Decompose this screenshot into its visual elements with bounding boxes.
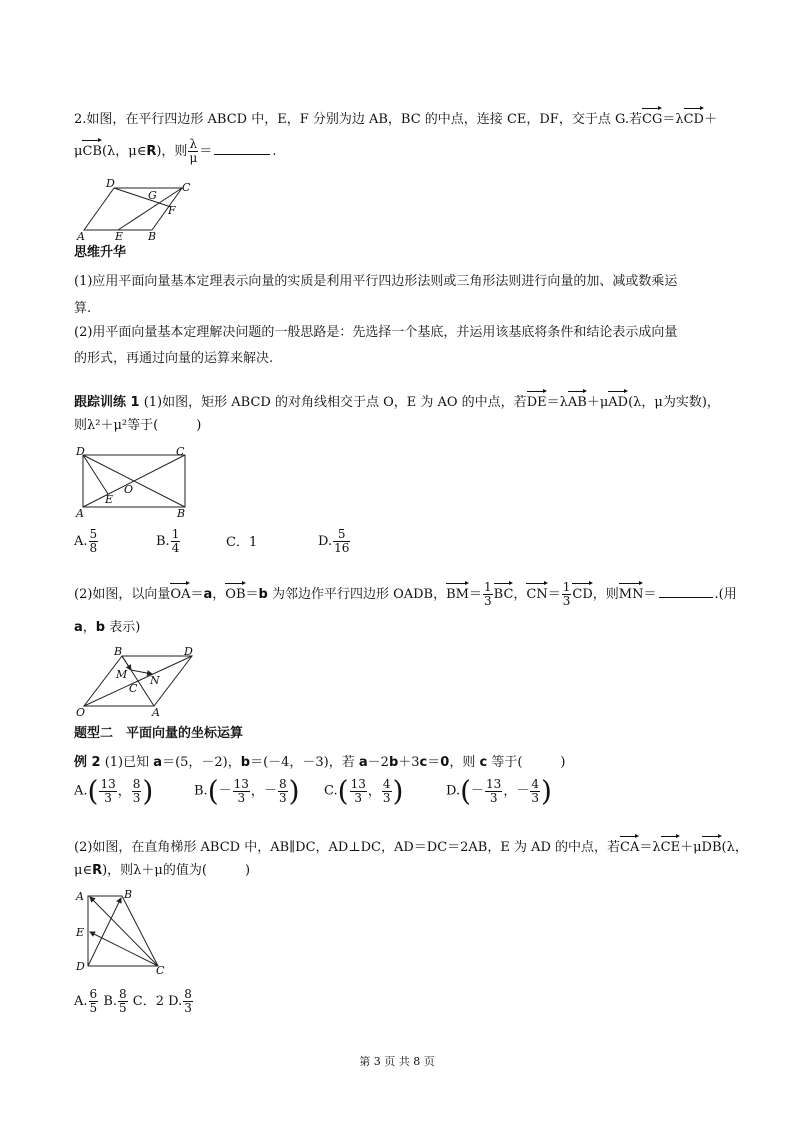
label-e: E — [105, 493, 114, 506]
q2a-use: .(用 — [714, 587, 737, 602]
q2-text: 2.如图，在平行四边形 ABCD 中，E，F 分别为边 AB，BC 的中点，连接 CE，DF，交于点 G.若 — [74, 112, 643, 127]
label-o: O — [76, 706, 86, 718]
vector-cd: CD — [684, 106, 704, 129]
q2-line1 — [74, 106, 717, 129]
parallelogram-oadb-figure — [74, 644, 204, 718]
ex-c2: c — [479, 755, 488, 770]
q2a-eq3: ＝ — [643, 587, 657, 602]
vector-ca: CA — [620, 834, 639, 857]
label-d: D — [76, 960, 85, 973]
vector-ob: OB — [225, 581, 245, 604]
ans-a[interactable]: A. $\frac{6}{5}$ — [74, 987, 98, 1015]
ans-c[interactable]: C．2 — [132, 994, 165, 1009]
section-title-tixing2: 题型二 平面向量的坐标运算 — [74, 726, 244, 741]
q2-mid: (λ，μ∈ — [101, 144, 147, 159]
q2a-mid: 为邻边作平行四边形 OADB， — [267, 587, 447, 602]
q2a-eq2: ＝ — [547, 587, 561, 602]
q1-tail: (λ，μ为实数)， — [628, 395, 720, 410]
choice-a[interactable]: A.( $\frac{13}{3}$ ， $\frac{8}{3}$ ) — [74, 774, 154, 808]
vector-cn: CN — [526, 581, 547, 604]
bold-a: a — [74, 620, 83, 635]
q2-plus: ＋ — [703, 112, 717, 127]
vector-ab: AB — [568, 389, 587, 412]
q2a-eq: ＝ — [190, 587, 204, 602]
ex-t8: 等于( — [487, 755, 523, 770]
q2a-comma2: ， — [513, 587, 527, 602]
tracking-q1-line1 — [74, 389, 720, 412]
label-c: C — [129, 682, 138, 695]
q2a-text: (2)如图，以向量 — [74, 587, 171, 602]
label-b: B — [177, 507, 186, 519]
choice-c[interactable]: C.( $\frac{13}{3}$ ， $\frac{4}{3}$ ) — [324, 774, 404, 808]
siwei-p2a: (2)用平面向量基本定理解决问题的一般思路是：先选择一个基底，并运用该基底将条件和结论表示成向量 — [74, 325, 678, 340]
label-b: B — [148, 230, 157, 240]
q2b-comma: ， — [82, 620, 96, 635]
label-f: F — [168, 204, 176, 217]
q2-line2 — [74, 138, 276, 165]
ex2-plus: ＋μ — [680, 840, 702, 855]
q2-after: )，则 — [156, 144, 188, 159]
tracking-q1-line2 — [74, 417, 201, 435]
vector-mn: MN — [619, 581, 644, 604]
ex-b: b — [240, 755, 251, 770]
choice-d[interactable]: D. $\frac{5}{16}$ — [318, 527, 350, 555]
q2-mu: μ — [74, 144, 83, 159]
page-footer: 第 3 页 共 8 页 — [359, 1055, 435, 1068]
ex-t6: ＝ — [427, 755, 441, 770]
label-c: C — [176, 445, 185, 458]
vector-ce: CE — [661, 834, 680, 857]
ex2-eq: ＝λ — [639, 840, 661, 855]
ex2-real-set: R — [92, 863, 103, 878]
label-n: N — [150, 674, 160, 687]
ans-d[interactable]: D. $\frac{8}{3}$ — [168, 987, 192, 1015]
parallelogram-figure — [74, 178, 204, 240]
choice-b[interactable]: B. $\frac{1}{4}$ — [156, 527, 180, 555]
ex2-text: (2)如图，在直角梯形 ABCD 中，AB∥DC，AD⊥DC，AD＝DC＝2AB，E 为 AD 的中点，若 — [74, 840, 621, 855]
q1-eq: ＝λ — [546, 395, 568, 410]
label-e: E — [115, 230, 124, 240]
tracking-q2-line1 — [74, 581, 737, 608]
choice-d[interactable]: D.(－ $\frac{13}{3}$ ，－ $\frac{4}{3}$ ) — [446, 774, 552, 808]
vector-cb: CB — [82, 138, 102, 161]
label-d: D — [106, 178, 115, 190]
label-a: A — [76, 890, 84, 903]
vector-cg: CG — [642, 106, 662, 129]
ex2-l2b: )，则λ＋μ的值为( — [102, 863, 207, 878]
trapezoid-figure — [74, 886, 174, 978]
tracking-q1-text: (1)如图，矩形 ABCD 的对角线相交于点 O，E 为 AO 的中点，若 — [143, 395, 527, 410]
ex-a: a — [153, 755, 163, 770]
ex-a2: a — [358, 755, 368, 770]
tracking-q2-line2 — [74, 619, 140, 637]
q2b-rest: 表示) — [105, 620, 141, 635]
ex-c: c — [419, 755, 428, 770]
label-b: B — [124, 888, 133, 901]
choice-b[interactable]: B.(－ $\frac{13}{3}$ ，－ $\frac{8}{3}$ ) — [194, 774, 300, 808]
label-d: D — [184, 645, 193, 658]
choice-a[interactable]: A. $\frac{5}{8}$ — [74, 527, 98, 555]
lambda-over-mu: $\frac{\lambda}{\mu}$ — [189, 137, 198, 165]
label-a: A — [77, 230, 85, 240]
answer-blank — [214, 154, 270, 155]
vector-a: a — [203, 587, 213, 602]
answer-blank-2 — [659, 597, 713, 598]
one-third-a: $\frac{1}{3}$ — [484, 580, 492, 608]
label-m: M — [116, 668, 128, 681]
q2-real-set: R — [146, 144, 157, 159]
q2a-then: ，则 — [592, 587, 619, 602]
example2-q1 — [74, 754, 565, 772]
q1-close: ) — [196, 418, 202, 433]
q1-plus: ＋μ — [586, 395, 609, 410]
rectangle-figure — [74, 445, 194, 519]
vector-oa: OA — [170, 581, 190, 604]
label-e: E — [76, 926, 85, 939]
label-o: O — [124, 483, 134, 496]
ex2-close: ) — [244, 863, 251, 878]
choice-c[interactable]: C．1 — [226, 535, 258, 550]
siwei-p1b: 算. — [74, 301, 92, 316]
ex2-tail: (λ， — [721, 840, 748, 855]
q2a-comma: ， — [212, 587, 226, 602]
one-third-b: $\frac{1}{3}$ — [562, 580, 571, 608]
ans-b[interactable]: B. $\frac{8}{5}$ — [103, 987, 127, 1015]
vector-bm: BM — [446, 581, 469, 604]
q2a-eqb: ＝ — [245, 587, 259, 602]
label-b: B — [114, 645, 123, 658]
arrow-mn — [131, 670, 152, 674]
vector-cd-2: CD — [572, 581, 592, 604]
ex-t2: ＝(5，－2)， — [162, 755, 241, 770]
example-label: 例 2 — [74, 755, 101, 770]
label-a: A — [76, 507, 84, 519]
q2-end: . — [272, 144, 277, 159]
q2-eq: ＝λ — [662, 112, 684, 127]
label-d: D — [76, 445, 85, 458]
siwei-p2b: 的形式，再通过向量的运算来解决. — [74, 351, 274, 366]
ex2-l2a: μ∈ — [74, 863, 93, 878]
q2-eq2: ＝ — [199, 144, 213, 159]
ex-b2: b — [388, 755, 399, 770]
ex-t5: ＋3 — [398, 755, 420, 770]
label-a: A — [152, 706, 160, 718]
example2-q2-choices — [74, 988, 194, 1015]
example2-q2-line2 — [74, 862, 250, 880]
vector-db: DB — [702, 834, 722, 857]
q2a-eq1: ＝ — [469, 587, 483, 602]
vector-bc: BC — [494, 581, 514, 604]
bold-b: b — [95, 620, 106, 635]
arrow-ce — [90, 932, 158, 966]
ex-t7: ，则 — [449, 755, 480, 770]
ex-zero: 0 — [440, 755, 450, 770]
label-c: C — [182, 181, 191, 194]
vector-b: b — [258, 587, 268, 602]
vector-ad: AD — [608, 389, 628, 412]
siwei-p1a: (1)应用平面向量基本定理表示向量的实质是利用平行四边形法则或三角形法则进行向量的加、减或数乘运 — [74, 274, 678, 289]
ex-t4: －2 — [367, 755, 389, 770]
segment-df — [114, 188, 171, 207]
arrow-db — [88, 898, 121, 966]
ex-close: ) — [560, 755, 566, 770]
q1-line2: 则λ²＋μ²等于( — [74, 418, 159, 433]
vector-de: DE — [527, 389, 547, 412]
ex-t3: ＝(－4，－3)，若 — [250, 755, 359, 770]
ex-t1: (1)已知 — [104, 755, 154, 770]
arrow-ca — [90, 897, 158, 966]
label-c: C — [156, 964, 165, 977]
section-title-siwei: 思维升华 — [74, 245, 127, 260]
example2-q2-line1 — [74, 834, 748, 857]
tracking-label: 跟踪训练 1 — [74, 395, 140, 410]
label-g: G — [148, 189, 157, 202]
